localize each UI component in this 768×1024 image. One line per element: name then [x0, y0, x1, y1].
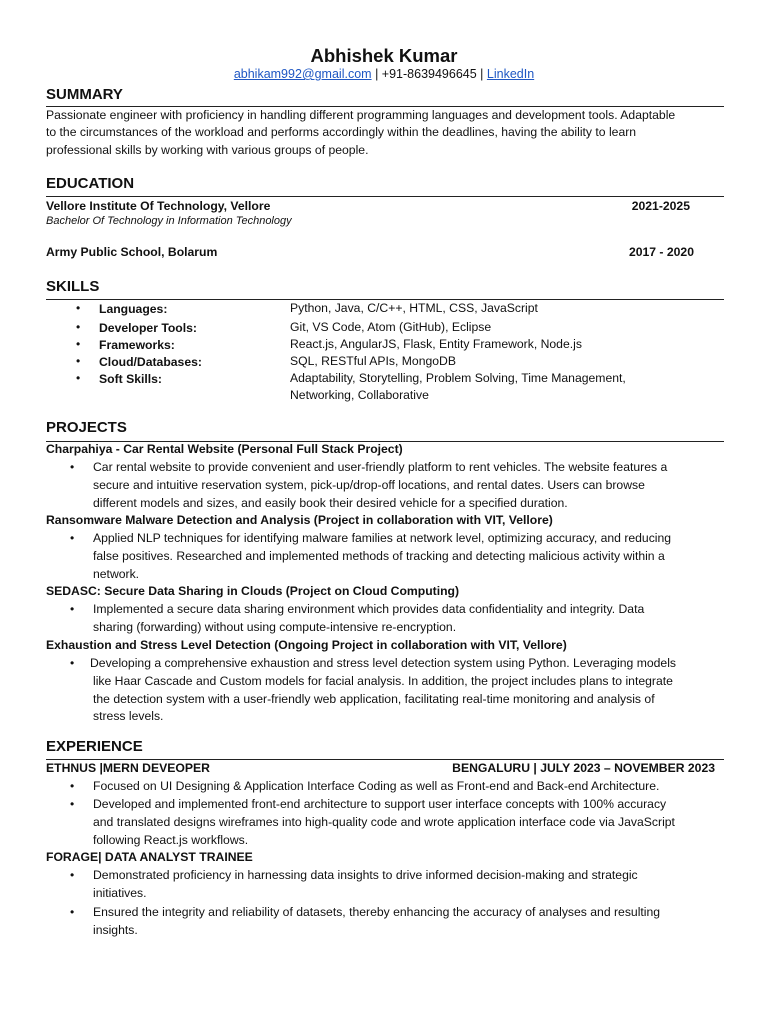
experience-heading: EXPERIENCE	[46, 738, 143, 755]
bullet-icon: •	[70, 868, 75, 882]
job-bullet-line: initiatives.	[93, 885, 147, 900]
project-title: SEDASC: Secure Data Sharing in Clouds (Project on Cloud Computing)	[46, 584, 460, 598]
skill-label: Languages:	[99, 302, 168, 316]
project-title: Ransomware Malware Detection and Analysis (Project in collaboration with VIT, Vellore)	[46, 513, 553, 527]
job-bullet-line: Demonstrated proficiency in harnessing data insights to drive informed decision-making and strategic	[93, 868, 638, 882]
job-bullet	[93, 867, 726, 903]
bullet-icon: •	[70, 656, 75, 670]
bullet-icon: •	[70, 531, 75, 545]
education-school: Vellore Institute Of Technology, Vellore	[46, 199, 271, 213]
contact-separator: |	[480, 67, 484, 81]
project-title: Charpahiya - Car Rental Website (Personal Full Stack Project)	[46, 442, 403, 456]
job-title: ETHNUS |MERN DEVEOPER	[46, 761, 210, 775]
project-description	[93, 601, 726, 637]
bullet-icon: •	[70, 779, 75, 793]
summary-heading: SUMMARY	[46, 86, 123, 103]
contact-separator: |	[375, 67, 379, 81]
project-line: the detection system with a user-friendly web application, facilitating real-time monitoring and analysis of	[93, 691, 655, 706]
bullet-icon: •	[76, 337, 81, 351]
skill-value-line: Networking, Collaborative	[290, 387, 429, 402]
email-link[interactable]: abhikam992@gmail.com	[233, 67, 372, 81]
job-title: FORAGE| DATA ANALYST TRAINEE	[46, 850, 253, 864]
job-bullet-line: and translated designs wireframes into high-quality code and wrote application interface code via JavaScript	[93, 814, 675, 829]
experience-divider	[46, 759, 724, 760]
project-line: Applied NLP techniques for identifying malware families at network level, optimizing accuracy, and reducing	[93, 531, 672, 545]
summary-line: professional skills by working with various groups of people.	[46, 142, 369, 157]
job-bullet-line: insights.	[93, 922, 138, 937]
education-dates: 2017 - 2020	[628, 245, 694, 259]
resume-name: Abhishek Kumar	[310, 45, 458, 66]
project-description	[93, 530, 726, 583]
education-school: Army Public School, Bolarum	[46, 245, 218, 259]
bullet-icon: •	[70, 797, 75, 811]
skill-label: Soft Skills:	[99, 372, 162, 386]
skill-value-line: Adaptability, Storytelling, Problem Solving, Time Management,	[290, 371, 626, 385]
project-line: like Haar Cascade and Custom models for facial analysis. In addition, the project includes plans to integrate	[93, 673, 673, 688]
job-bullet	[93, 778, 726, 796]
skill-label: Cloud/Databases:	[99, 355, 202, 369]
bullet-icon: •	[70, 460, 75, 474]
education-dates: 2021-2025	[631, 199, 690, 213]
project-description	[93, 459, 726, 512]
contact-line	[0, 67, 768, 81]
job-bullet	[93, 796, 726, 849]
job-location-dates: BENGALURU | JULY 2023 – NOVEMBER 2023	[452, 761, 715, 775]
skill-value: React.js, AngularJS, Flask, Entity Framework, Node.js	[290, 337, 582, 351]
bullet-icon: •	[76, 371, 81, 385]
project-line: Car rental website to provide convenient and user-friendly platform to rent vehicles. The website features a	[93, 460, 668, 474]
education-degree: Bachelor Of Technology in Information Technology	[46, 215, 292, 227]
project-line: Implemented a secure data sharing environment which provides data confidentiality and integrity. Data	[93, 602, 645, 616]
summary-text	[46, 107, 726, 159]
skill-value: SQL, RESTful APIs, MongoDB	[290, 354, 456, 368]
project-line: secure and intuitive reservation system, pick-up/drop-off locations, and rental dates. Users can browse	[93, 477, 645, 492]
project-line: Developing a comprehensive exhaustion and stress level detection system using Python. Leveraging models	[90, 656, 677, 670]
job-bullet-line: Focused on UI Designing & Application Interface Coding as well as Front-end and Back-end Architecture.	[93, 779, 660, 793]
job-bullet-line: Developed and implemented front-end architecture to support user interface concepts with 100% accuracy	[93, 797, 667, 811]
project-line: sharing (forwarding) without using compute-intensive re-encryption.	[93, 619, 457, 634]
job-bullet	[93, 904, 726, 940]
skills-heading: SKILLS	[46, 278, 100, 295]
phone-number: +91-8639496645	[381, 67, 477, 81]
bullet-icon: •	[70, 905, 75, 919]
education-divider	[46, 196, 724, 197]
project-description	[90, 655, 723, 726]
project-line: network.	[93, 566, 140, 581]
bullet-icon: •	[70, 602, 75, 616]
education-heading: EDUCATION	[46, 175, 135, 192]
skill-value: Python, Java, C/C++, HTML, CSS, JavaScript	[290, 301, 538, 315]
skill-value: Git, VS Code, Atom (GitHub), Eclipse	[290, 320, 492, 334]
project-line: stress levels.	[93, 709, 164, 724]
job-bullet-line: following React.js workflows.	[93, 832, 249, 847]
project-line: false positives. Researched and implemented methods of tracking and detecting malicious activity within a	[93, 548, 665, 563]
skill-label: Frameworks:	[99, 338, 175, 352]
summary-line: Passionate engineer with proficiency in handling different programming languages and development tools. Adaptable	[46, 108, 676, 122]
project-title: Exhaustion and Stress Level Detection (Ongoing Project in collaboration with VIT, Vellore)	[46, 638, 567, 652]
bullet-icon: •	[76, 354, 81, 368]
job-bullet-line: Ensured the integrity and reliability of datasets, thereby enhancing the accuracy of analyses and resulting	[93, 905, 661, 919]
skill-value	[290, 370, 700, 403]
project-line: different models and sizes, and easily book their desired vehicle for a specified duration.	[93, 495, 568, 510]
summary-line: to the circumstances of the workload and performs accordingly within the deadlines, having the ability to learn	[46, 125, 637, 140]
skill-label: Developer Tools:	[99, 321, 197, 335]
bullet-icon: •	[76, 301, 81, 315]
linkedin-link[interactable]: LinkedIn	[486, 67, 535, 81]
bullet-icon: •	[76, 320, 81, 334]
projects-heading: PROJECTS	[46, 419, 127, 436]
